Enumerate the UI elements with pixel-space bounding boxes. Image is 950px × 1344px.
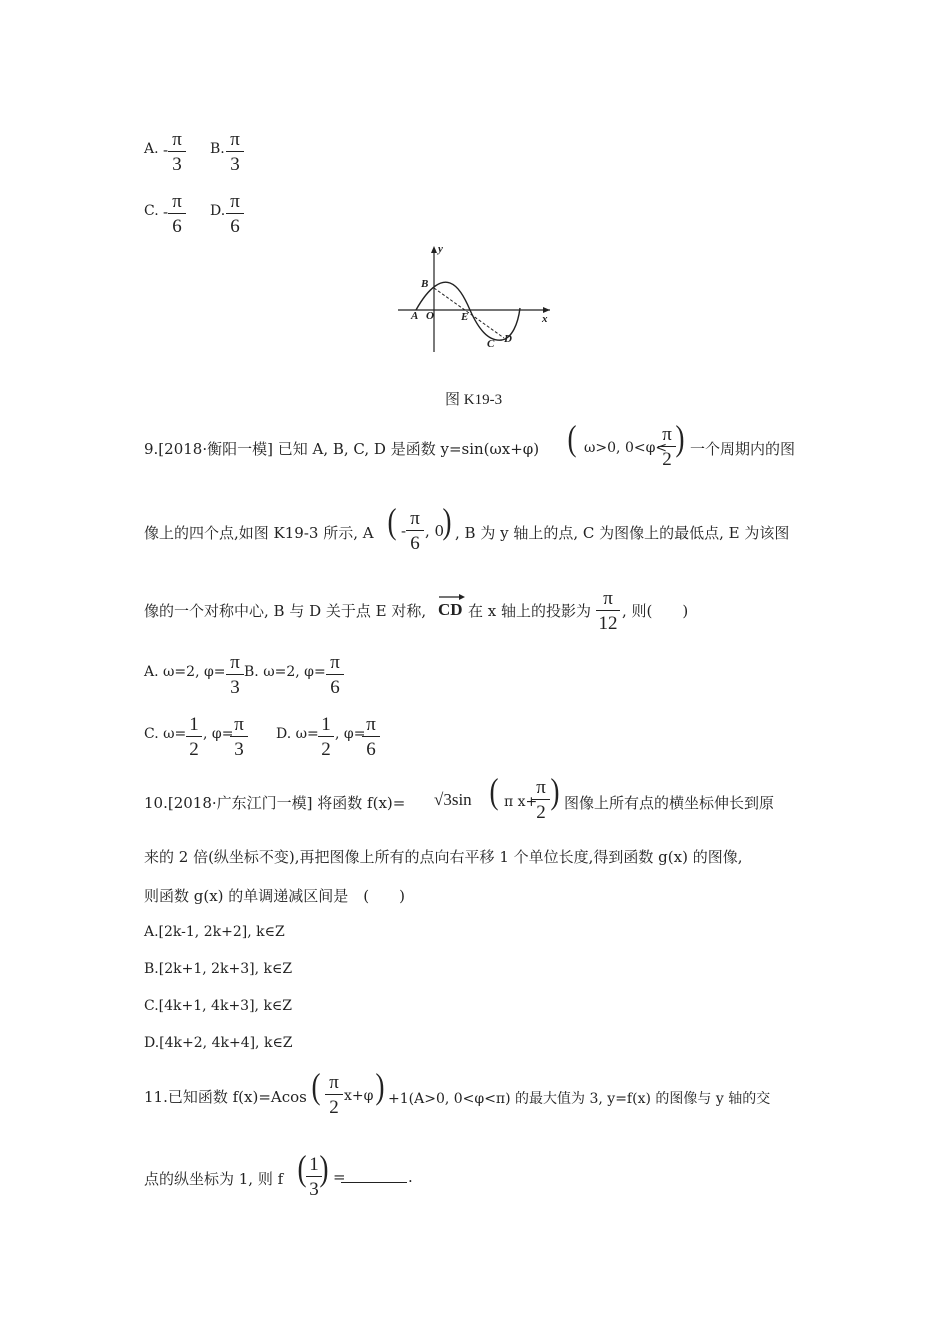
answer-blank[interactable] xyxy=(341,1168,407,1187)
label-b: B xyxy=(421,278,429,290)
fraction: $\frac{\pi}{2}$ xyxy=(658,425,676,469)
option-letter: A. xyxy=(144,141,159,157)
left-paren: ( xyxy=(297,1148,307,1188)
q10-option-c: C.[4k+1, 4k+3], k∈Z xyxy=(144,998,293,1014)
fraction: $\frac{\pi}{6}$ xyxy=(168,192,186,236)
q10-option-b: B.[2k+1, 2k+3], k∈Z xyxy=(144,961,293,977)
q9-option-b: B. ω=2, φ= xyxy=(244,664,326,680)
fraction: $\frac{\pi}{3}$ xyxy=(230,715,248,759)
q11-inner: x+φ xyxy=(344,1088,374,1104)
left-paren: ( xyxy=(489,771,499,811)
fraction: $\frac{\pi}{3}$ xyxy=(168,130,186,174)
q9-line3-mid: 在 x 轴上的投影为 xyxy=(468,602,591,620)
right-paren: ) xyxy=(550,771,560,811)
q9-line2-text: 像上的四个点,如图 K19-3 所示, A xyxy=(144,524,374,542)
figure-caption: 图 K19-3 xyxy=(445,392,503,408)
fraction: $\frac{\pi}{3}$ xyxy=(226,653,244,697)
left-paren: ( xyxy=(567,418,577,458)
label-o: O xyxy=(426,310,434,322)
q9-option-d: D. ω= xyxy=(276,726,319,742)
q10-inner: π x+ xyxy=(504,794,538,810)
left-paren: ( xyxy=(387,501,397,541)
label-e: E xyxy=(461,311,469,323)
label-c: C xyxy=(487,338,495,350)
q9-line1-text: 9.[2018·衡阳一模] 已知 A, B, C, D 是函数 y=sin(ωx+φ) xyxy=(144,440,540,458)
q10-line1-end: 图像上所有点的横坐标伸长到原 xyxy=(564,794,775,812)
fraction: $\frac{\pi}{6}$ xyxy=(226,192,244,236)
left-paren: ( xyxy=(311,1066,321,1106)
q11-line1-end: +1(A>0, 0<φ<π) 的最大值为 3, y=f(x) 的图像与 y 轴的交 xyxy=(388,1091,771,1107)
label-x: x xyxy=(542,313,548,325)
fraction: $\frac{1}{2}$ xyxy=(318,715,334,759)
q9-option-d-mid: , φ= xyxy=(335,726,366,742)
q11-equals: = xyxy=(333,1168,346,1186)
sqrt-expression: √3sin xyxy=(434,790,472,809)
q10-line2: 来的 2 倍(纵坐标不变),再把图像上所有的点向右平移 1 个单位长度,得到函数 g(x) 的图像, xyxy=(144,848,743,866)
q9-option-c-mid: , φ= xyxy=(203,726,234,742)
fraction: $\frac{1}{2}$ xyxy=(186,715,202,759)
q9-zero: , 0 xyxy=(425,522,445,540)
q11-line1-text: 11.已知函数 f(x)=Acos xyxy=(144,1088,307,1106)
q9-option-a: A. ω=2, φ= xyxy=(144,664,226,680)
sine-graph-figure xyxy=(390,240,560,360)
vector-arrow-icon xyxy=(438,593,466,601)
fraction: $\frac{\pi}{12}$ xyxy=(596,589,620,633)
q11-period: . xyxy=(408,1168,413,1186)
fraction: $\frac{\pi}{2}$ xyxy=(532,778,550,822)
fraction: $\frac{\pi}{6}$ xyxy=(326,653,344,697)
fraction: $\frac{\pi}{3}$ xyxy=(226,130,244,174)
vector-cd: CD xyxy=(438,600,463,620)
q11-line2-text: 点的纵坐标为 1, 则 f xyxy=(144,1170,284,1188)
q10-option-d: D.[4k+2, 4k+4], k∈Z xyxy=(144,1035,293,1051)
option-letter: D. xyxy=(210,203,226,219)
right-paren: ) xyxy=(442,501,452,541)
label-y: y xyxy=(438,243,443,255)
dashed-segment-bd xyxy=(434,288,504,338)
q9-line3-text: 像的一个对称中心, B 与 D 关于点 E 对称, xyxy=(144,602,427,620)
q10-line3: 则函数 g(x) 的单调递减区间是 ( ) xyxy=(144,887,406,905)
q9-condition: ω>0, 0<φ< xyxy=(584,440,668,456)
option-letter: B. xyxy=(210,141,225,157)
fraction: $\frac{1}{3}$ xyxy=(306,1155,322,1199)
minus-sign: - xyxy=(163,141,169,159)
label-d: D xyxy=(504,333,512,345)
y-axis-arrow xyxy=(431,246,437,253)
minus-sign: - xyxy=(401,522,407,540)
q10-line1-text: 10.[2018·广东江门一模] 将函数 f(x)= xyxy=(144,794,406,812)
label-a: A xyxy=(411,310,419,322)
right-paren: ) xyxy=(675,418,685,458)
option-letter: C. xyxy=(144,203,159,219)
right-paren: ) xyxy=(375,1066,385,1106)
q9-line3-end: , 则( ) xyxy=(622,602,689,620)
q10-option-a: A.[2k-1, 2k+2], k∈Z xyxy=(144,924,285,940)
fraction: $\frac{\pi}{2}$ xyxy=(325,1073,343,1117)
q9-option-c: C. ω= xyxy=(144,726,187,742)
fraction: $\frac{\pi}{6}$ xyxy=(406,509,424,553)
minus-sign: - xyxy=(163,203,169,221)
right-paren: ) xyxy=(319,1148,329,1188)
fraction: $\frac{\pi}{6}$ xyxy=(362,715,380,759)
q9-line1-end: 一个周期内的图 xyxy=(690,440,796,458)
q9-line2-end: , B 为 y 轴上的点, C 为图像上的最低点, E 为该图 xyxy=(455,524,790,542)
